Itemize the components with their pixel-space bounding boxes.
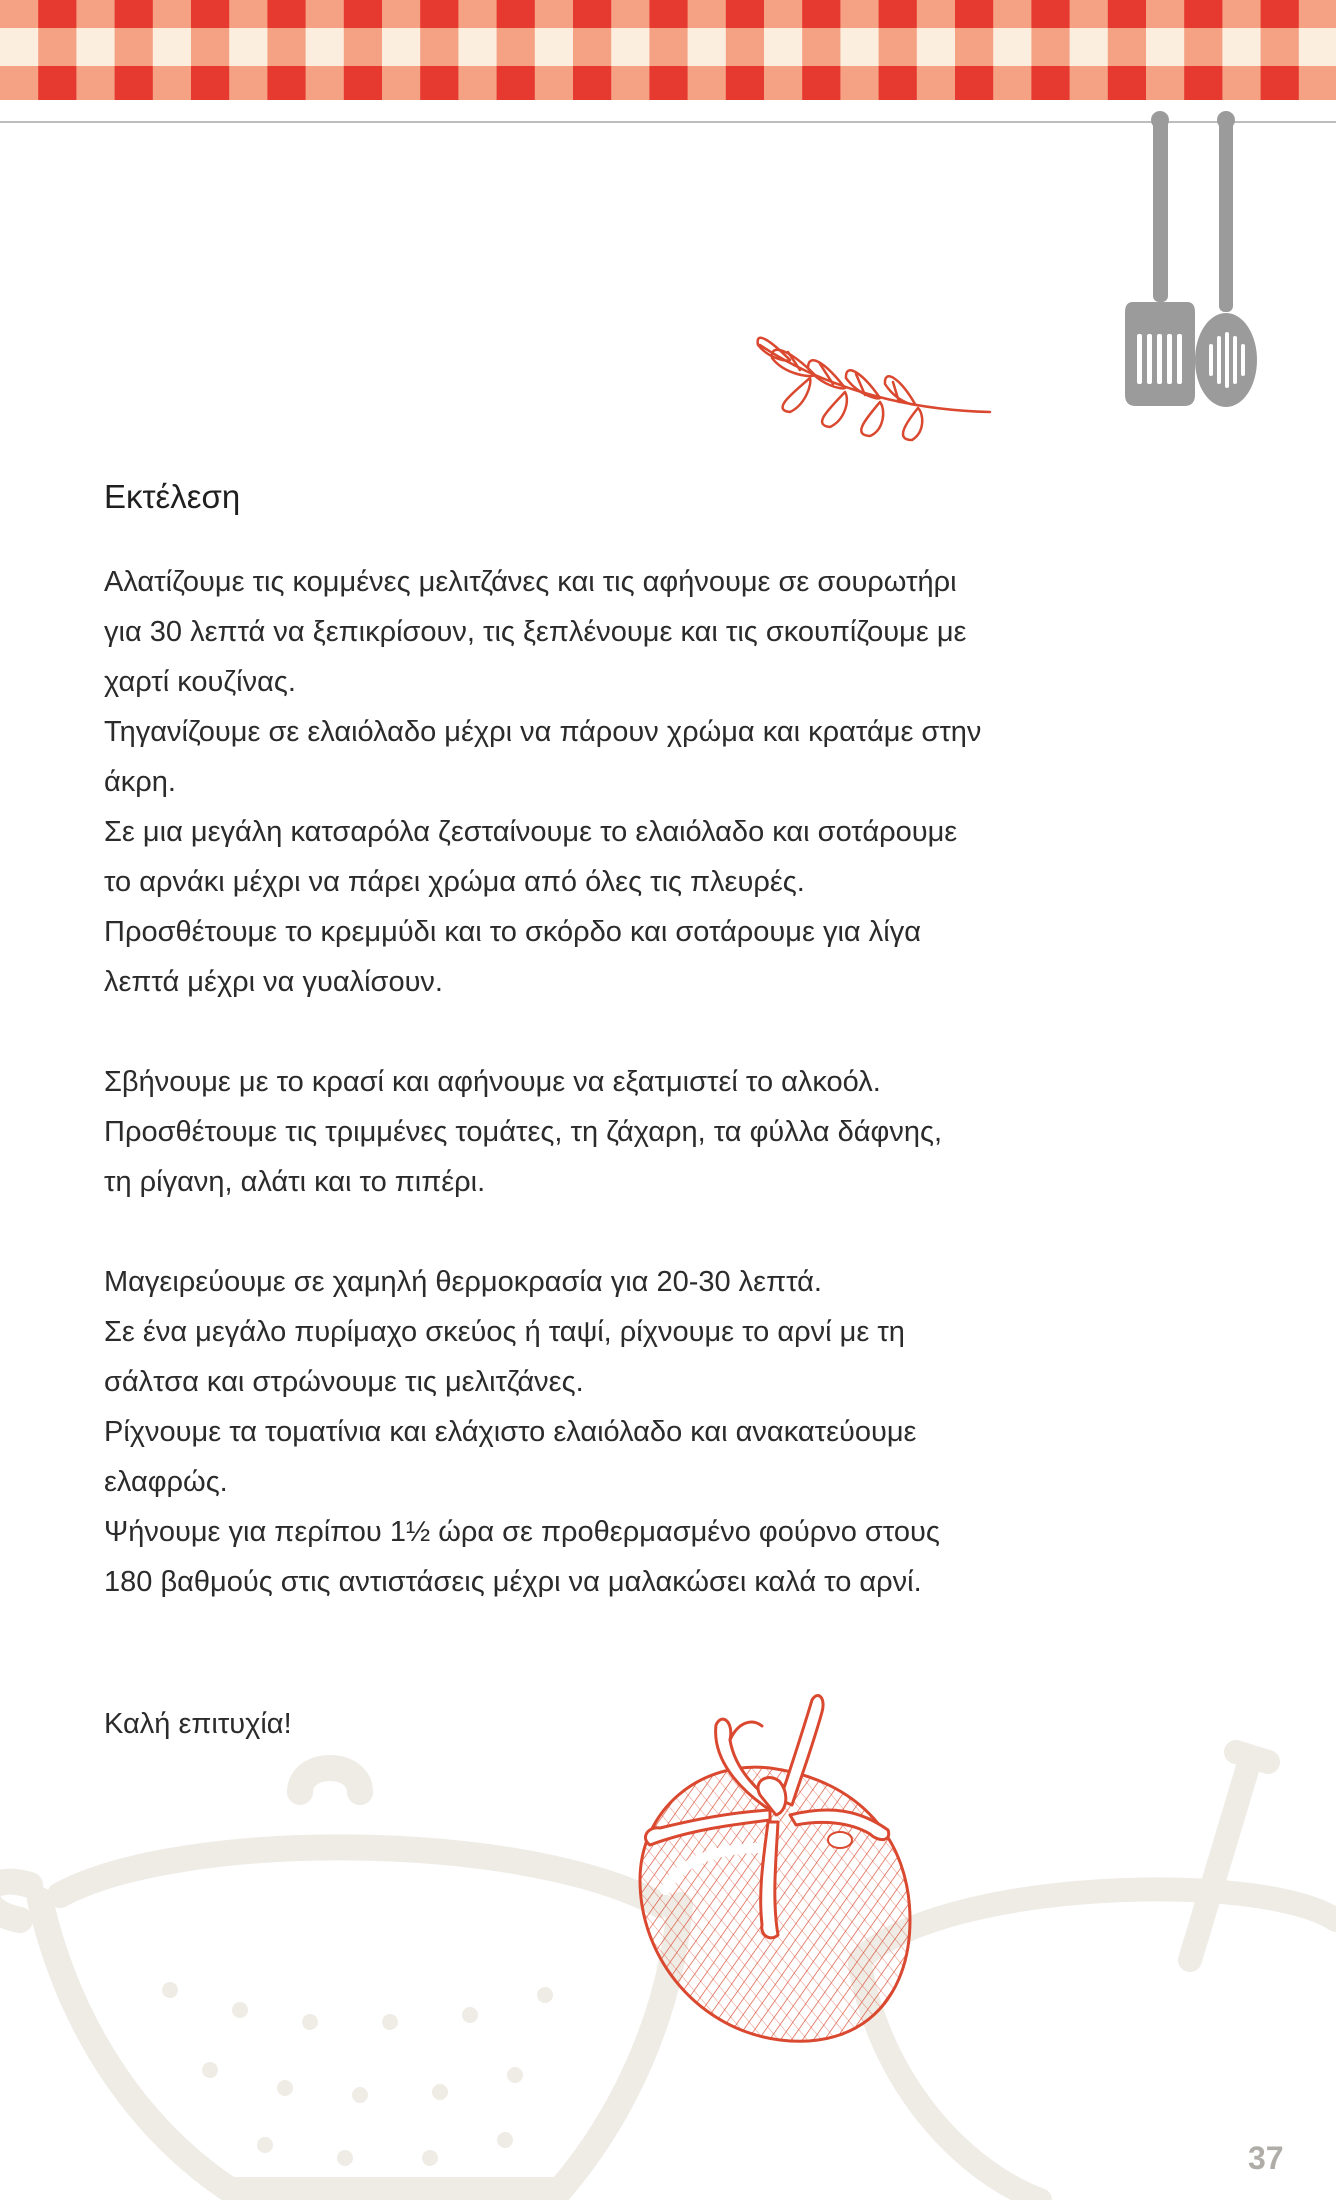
text-line: τη ρίγανη, αλάτι και το πιπέρι. bbox=[104, 1166, 486, 1198]
text-line: Σε ένα μεγάλο πυρίμαχο σκεύος ή ταψί, ρίχνουμε το αρνί με τη bbox=[104, 1316, 905, 1348]
text-line: άκρη. bbox=[104, 766, 176, 798]
paragraph bbox=[104, 1057, 1164, 1207]
text-line: Τηγανίζουμε σε ελαιόλαδο μέχρι να πάρουν χρώμα και κρατάμε στην bbox=[104, 716, 982, 748]
text-line: Μαγειρεύουμε σε χαμηλή θερμοκρασία για 20-30 λεπτά. bbox=[104, 1266, 822, 1298]
text-line: ελαφρώς. bbox=[104, 1466, 228, 1498]
tomato-icon bbox=[640, 1696, 910, 2042]
text-line: Προσθέτουμε το κρεμμύδι και το σκόρδο και σοτάρουμε για λίγα bbox=[104, 916, 921, 948]
text-line: Σε μια μεγάλη κατσαρόλα ζεσταίνουμε το ελαιόλαδο και σοτάρουμε bbox=[104, 816, 958, 848]
page-number: 37 bbox=[1248, 2140, 1284, 2176]
text-line: Ψήνουμε για περίπου 1½ ώρα σε προθερμασμένο φούρνο στους bbox=[104, 1516, 940, 1548]
text-line: για 30 λεπτά να ξεπικρίσουν, τις ξεπλένουμε και τις σκουπίζουμε με bbox=[104, 616, 967, 648]
text-line: το αρνάκι μέχρι να πάρει χρώμα από όλες τις πλευρές. bbox=[104, 866, 805, 898]
text-line: χαρτί κουζίνας. bbox=[104, 666, 296, 698]
text-line: Σβήνουμε με το κρασί και αφήνουμε να εξατμιστεί το αλκοόλ. bbox=[104, 1066, 881, 1098]
text-line: Ρίχνουμε τα τοματίνια και ελάχιστο ελαιόλαδο και ανακατεύουμε bbox=[104, 1416, 917, 1448]
paragraph bbox=[104, 557, 1164, 1007]
text-line: 180 βαθμούς στις αντιστάσεις μέχρι να μαλακώσει καλά το αρνί. bbox=[104, 1566, 922, 1598]
text-line: σάλτσα και στρώνουμε τις μελιτζάνες. bbox=[104, 1366, 584, 1398]
closing-wish: Καλή επιτυχία! bbox=[104, 1708, 292, 1740]
text-line: Προσθέτουμε τις τριμμένες τομάτες, τη ζάχαρη, τα φύλλα δάφνης, bbox=[104, 1116, 942, 1148]
instructions-body bbox=[104, 557, 1164, 1657]
text-line: λεπτά μέχρι να γυαλίσουν. bbox=[104, 966, 443, 998]
section-heading: Εκτέλεση bbox=[104, 478, 241, 515]
paragraph bbox=[104, 1257, 1164, 1607]
text-line: Αλατίζουμε τις κομμένες μελιτζάνες και τις αφήνουμε σε σουρωτήρι bbox=[104, 566, 957, 598]
